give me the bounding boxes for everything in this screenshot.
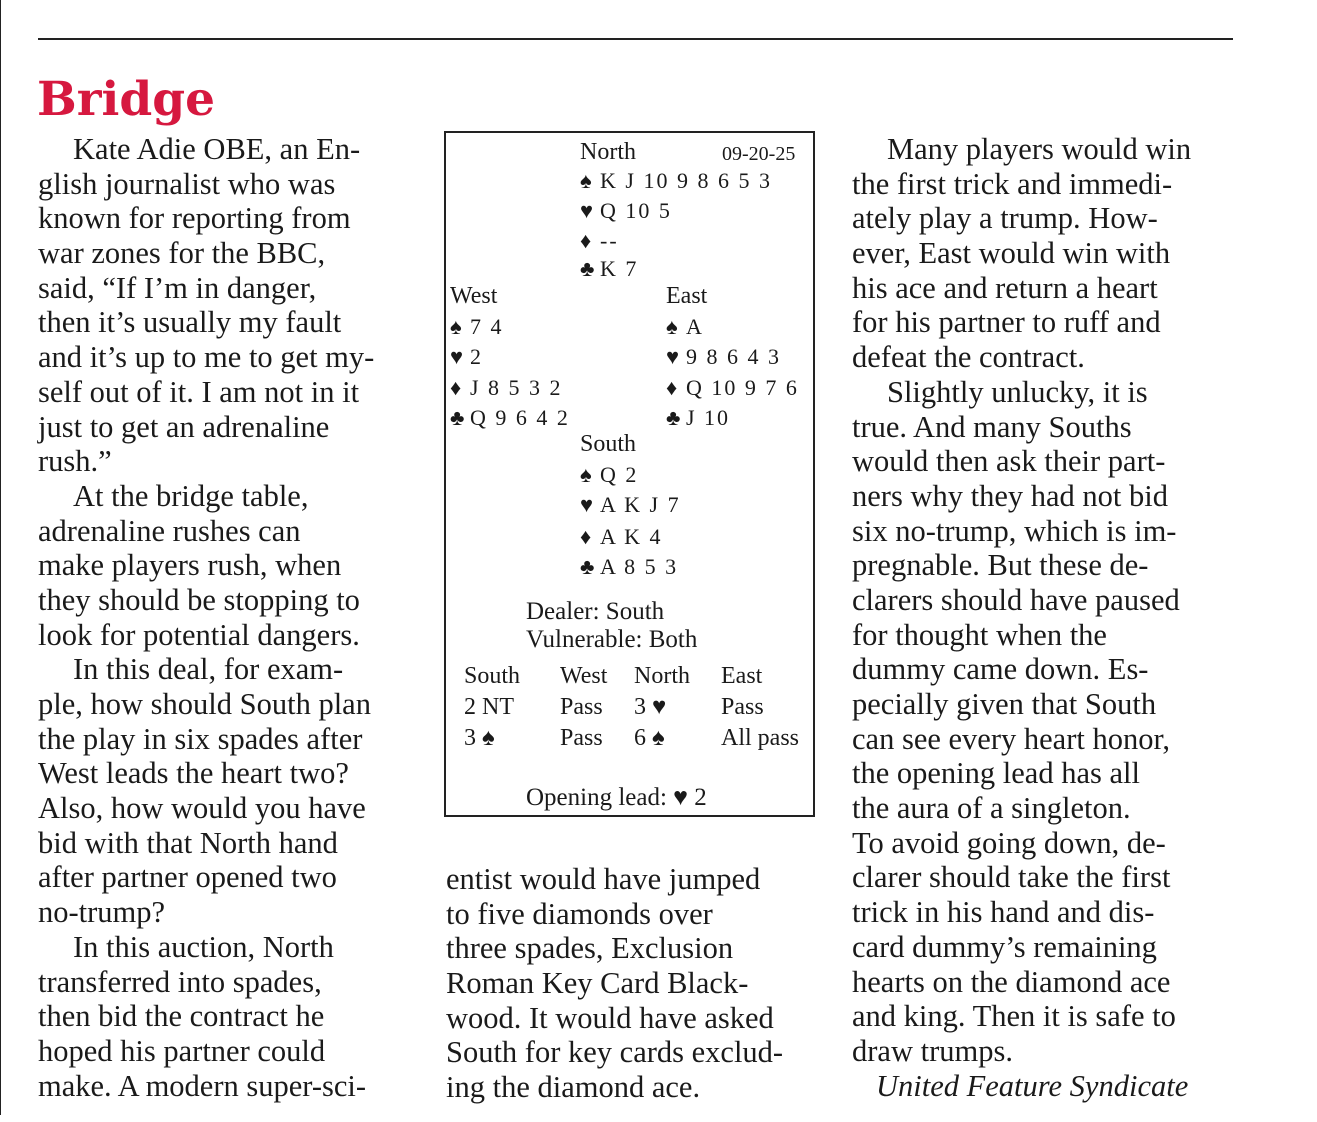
text-line: rush.” <box>38 444 112 479</box>
spade-icon: ♠ <box>666 314 680 339</box>
text-line: draw trumps. <box>852 1033 1013 1068</box>
text-line: for his partner to ruff and <box>852 305 1161 340</box>
text-line: pecially given that South <box>852 687 1157 721</box>
north-spades <box>580 168 772 194</box>
east-clubs <box>666 405 730 431</box>
text-line: West leads the heart two? <box>38 756 349 791</box>
auction-bid: All pass <box>721 725 799 751</box>
spade-icon: ♠ <box>580 462 594 487</box>
text-line: then it’s usually my fault <box>38 305 342 340</box>
text-line: for thought when the <box>852 617 1107 652</box>
text-line: ple, how should South plan <box>38 687 371 721</box>
text-line: his ace and return a heart <box>852 270 1158 305</box>
south-diamonds <box>580 524 663 550</box>
card-list: Q 9 6 4 2 <box>470 405 570 430</box>
text-line: ing the diamond ace. <box>446 1070 701 1105</box>
club-icon: ♣ <box>450 405 467 430</box>
text-line: In this deal, for exam- <box>73 652 344 687</box>
text-line: defeat the contract. <box>852 340 1085 375</box>
text-line: known for reporting from <box>38 201 351 236</box>
text-line: Roman Key Card Black- <box>446 966 749 1001</box>
syndicate-credit: United Feature Syndicate <box>876 1068 1189 1103</box>
text-line: to five diamonds over <box>446 896 713 931</box>
text-line: ately play a trump. How- <box>852 201 1158 236</box>
text-line: Many players would win <box>887 132 1192 166</box>
auction-bid: Pass <box>721 694 764 720</box>
auction-bid: 6 ♠ <box>634 725 665 751</box>
text-line: At the bridge table, <box>73 478 309 513</box>
text-line: Kate Adie OBE, an En- <box>73 132 361 166</box>
text-line: true. And many Souths <box>852 409 1132 444</box>
diamond-icon: ♦ <box>666 375 680 400</box>
auction-header-east: East <box>721 663 763 689</box>
text-line: transferred into spades, <box>38 964 322 999</box>
card-list: K J 10 9 8 6 5 3 <box>600 168 772 193</box>
heart-icon: ♥ <box>450 344 466 369</box>
west-label: West <box>450 283 498 309</box>
club-icon: ♣ <box>580 256 597 281</box>
card-list: Q 10 9 7 6 <box>686 375 799 400</box>
east-label: East <box>666 283 708 309</box>
south-clubs <box>580 554 678 580</box>
text-line: pregnable. But these de- <box>852 548 1149 583</box>
text-line: trick in his hand and dis- <box>852 895 1155 930</box>
top-rule <box>38 38 1233 40</box>
south-spades <box>580 462 638 488</box>
text-line: war zones for the BBC, <box>38 236 326 271</box>
south-hearts <box>580 492 681 518</box>
text-line: can see every heart honor, <box>852 721 1171 756</box>
column-title: Bridge <box>37 72 215 127</box>
heart-icon: ♥ <box>666 344 682 369</box>
north-label: North <box>580 139 636 165</box>
card-list: 2 <box>470 344 483 369</box>
text-line: glish journalist who was <box>38 166 336 201</box>
text-line: adrenaline rushes can <box>38 513 301 548</box>
text-line: six no-trump, which is im- <box>852 513 1177 548</box>
text-line: self out of it. I am not in it <box>38 374 360 409</box>
diamond-icon: ♦ <box>580 228 594 253</box>
text-line: the aura of a singleton. <box>852 791 1131 826</box>
card-list: A <box>686 314 704 339</box>
west-spades <box>450 314 504 340</box>
card-list: 7 4 <box>470 314 504 339</box>
text-line: In this auction, North <box>73 929 334 964</box>
card-list: A K J 7 <box>600 492 681 517</box>
page-left-border <box>0 0 10 1115</box>
spade-icon: ♠ <box>450 314 464 339</box>
west-diamonds <box>450 375 563 401</box>
text-line: To avoid going down, de- <box>852 825 1166 860</box>
text-line: card dummy’s remaining <box>852 929 1157 964</box>
card-list: Q 2 <box>600 462 639 487</box>
left-column <box>38 132 428 1103</box>
text-line: and king. Then it is safe to <box>852 999 1176 1034</box>
deal-date: 09-20-25 <box>722 143 796 165</box>
card-list: A 8 5 3 <box>600 554 679 579</box>
dealer-text: Dealer: South <box>526 598 665 625</box>
north-clubs <box>580 256 638 282</box>
auction-header-south: South <box>464 663 521 689</box>
auction-bid: 2 NT <box>464 694 514 720</box>
east-spades <box>666 314 704 340</box>
text-line: dummy came down. Es- <box>852 652 1149 687</box>
diamond-icon: ♦ <box>450 375 464 400</box>
auction-header-west: West <box>560 663 608 689</box>
card-list: J 10 <box>686 405 731 430</box>
text-line: just to get an adrenaline <box>38 409 330 444</box>
club-icon: ♣ <box>580 554 597 579</box>
text-line: and it’s up to me to get my- <box>38 340 375 375</box>
vulnerable-text: Vulnerable: Both <box>526 626 698 653</box>
west-hearts <box>450 344 483 370</box>
text-line: would then ask their part- <box>852 444 1166 479</box>
south-label: South <box>580 431 637 457</box>
club-icon: ♣ <box>666 405 683 430</box>
text-line: ever, East would win with <box>852 236 1171 271</box>
auction-bid: Pass <box>560 694 603 720</box>
text-line: three spades, Exclusion <box>446 931 734 966</box>
card-list: -- <box>600 228 619 253</box>
auction-bid: 3 ♥ <box>634 694 667 720</box>
text-line: make players rush, when <box>38 548 342 583</box>
opening-lead-text: Opening lead: ♥ 2 <box>526 784 707 811</box>
text-line: Also, how would you have <box>38 791 366 826</box>
text-line: hoped his partner could <box>38 1033 326 1068</box>
text-line: ners why they had not bid <box>852 478 1168 513</box>
card-list: A K 4 <box>600 524 663 549</box>
north-diamonds <box>580 228 619 254</box>
text-line: look for potential dangers. <box>38 617 360 652</box>
middle-column <box>446 862 836 1105</box>
text-line: clarers should have paused <box>852 582 1180 617</box>
text-line: make. A modern super-sci- <box>38 1068 367 1103</box>
text-line: they should be stopping to <box>38 582 360 617</box>
spade-icon: ♠ <box>580 168 594 193</box>
text-line: no-trump? <box>38 895 166 930</box>
text-line: clarer should take the first <box>852 860 1171 895</box>
text-line: the opening lead has all <box>852 756 1140 791</box>
text-line: Slightly unlucky, it is <box>887 374 1148 409</box>
heart-icon: ♥ <box>580 492 596 517</box>
bridge-deal-diagram <box>444 131 815 817</box>
text-line: the first trick and immedi- <box>852 166 1173 201</box>
text-line: hearts on the diamond ace <box>852 964 1171 999</box>
east-diamonds <box>666 375 799 401</box>
card-list: 9 8 6 4 3 <box>686 344 781 369</box>
text-line: wood. It would have asked <box>446 1000 774 1035</box>
text-line: South for key cards exclud- <box>446 1035 784 1070</box>
north-hearts <box>580 198 672 224</box>
auction-bid: Pass <box>560 725 603 751</box>
text-line: said, “If I’m in danger, <box>38 270 317 305</box>
auction-header-north: North <box>634 663 690 689</box>
east-hearts <box>666 344 781 370</box>
card-list: J 8 5 3 2 <box>470 375 563 400</box>
text-line: entist would have jumped <box>446 862 761 896</box>
heart-icon: ♥ <box>580 198 596 223</box>
text-line: bid with that North hand <box>38 825 338 860</box>
diamond-icon: ♦ <box>580 524 594 549</box>
right-column <box>852 132 1242 1103</box>
text-line: then bid the contract he <box>38 999 325 1034</box>
card-list: K 7 <box>600 256 639 281</box>
text-line: after partner opened two <box>38 860 337 895</box>
card-list: Q 10 5 <box>600 198 672 223</box>
west-clubs <box>450 405 570 431</box>
auction-bid: 3 ♠ <box>464 725 495 751</box>
text-line: the play in six spades after <box>38 721 363 756</box>
